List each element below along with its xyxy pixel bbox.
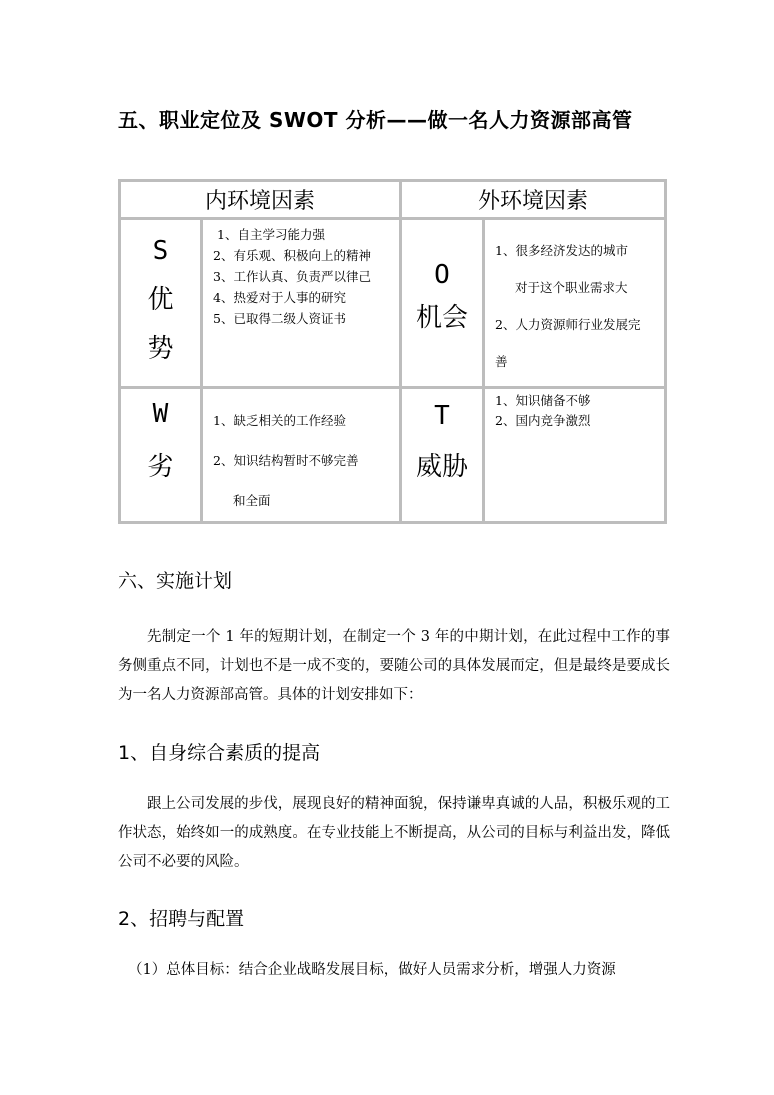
strengths-letter: S [152, 236, 169, 266]
strengths-content-cell [203, 220, 399, 386]
list-item: 5、已取得二级人资证书 [213, 311, 346, 326]
weaknesses-content-cell [203, 389, 399, 521]
strengths-label-1: 优 [147, 285, 174, 316]
threats-letter: T [434, 401, 450, 431]
swot-table [118, 179, 667, 524]
opportunities-label: 机会 [415, 303, 468, 334]
weaknesses-list [213, 401, 399, 521]
weaknesses-label-cell [121, 389, 200, 521]
list-item: 1、知识储备不够 [495, 393, 591, 408]
threats-list [495, 391, 664, 431]
subsection-2-line: （1）总体目标：结合企业战略发展目标，做好人员需求分析，增强人力资源 [128, 962, 616, 978]
opportunities-letter: O [434, 260, 450, 290]
list-item: 2、知识结构暂时不够完善 [213, 453, 359, 468]
external-factors-header: 外环境因素 [477, 189, 588, 214]
opportunities-label-cell [402, 220, 482, 386]
list-item: 4、热爱对于人事的研究 [213, 290, 346, 305]
list-item: 3、工作认真、负责严以律己 [213, 269, 371, 284]
strengths-label-2: 势 [147, 334, 174, 365]
weaknesses-label: 劣 [147, 452, 174, 483]
list-item: 1、很多经济发达的城市 [495, 243, 628, 258]
subsection-1-heading: 1、自身综合素质的提高 [118, 742, 321, 764]
list-item: 2、人力资源师行业发展完 [495, 317, 641, 332]
internal-factors-header: 内环境因素 [204, 189, 315, 214]
list-item: 对于这个职业需求大 [515, 280, 628, 295]
subsection-2-heading: 2、招聘与配置 [118, 908, 245, 930]
list-item: 2、国内竞争激烈 [495, 413, 591, 428]
opportunities-content-cell [485, 220, 664, 386]
strengths-label-cell [121, 220, 200, 386]
subsection-1-paragraph: 跟上公司发展的步伐，展现良好的精神面貌，保持谦卑真诚的人品，积极乐观的工作状态，始终如一的成熟度。在专业技能上不断提高，从公司的目标与利益出发，降低公司不必要的风险。 [118, 796, 670, 870]
list-item: 1、缺乏相关的工作经验 [213, 413, 346, 428]
list-item: 1、自主学习能力强 [217, 227, 325, 242]
opportunities-list [495, 232, 664, 380]
list-item: 2、有乐观、积极向上的精神 [213, 248, 371, 263]
strengths-list [213, 224, 399, 329]
section-6-heading: 六、实施计划 [118, 570, 233, 592]
threats-label: 威胁 [415, 452, 468, 483]
list-item: 和全面 [233, 493, 271, 508]
section-6-paragraph: 先制定一个 1 年的短期计划，在制定一个 3 年的中期计划，在此过程中工作的事务侧重点不同，计划也不是一成不变的，要随公司的具体发展而定，但是最终是要成长为一名人力资源部高管。具体的计划安排如下： [118, 629, 670, 703]
threats-content-cell [485, 389, 664, 521]
list-item: 善 [495, 354, 508, 369]
weaknesses-letter: W [152, 399, 169, 429]
section-5-heading: 五、职业定位及 SWOT 分析——做一名人力资源部高管 [118, 108, 633, 132]
threats-label-cell [402, 389, 482, 521]
